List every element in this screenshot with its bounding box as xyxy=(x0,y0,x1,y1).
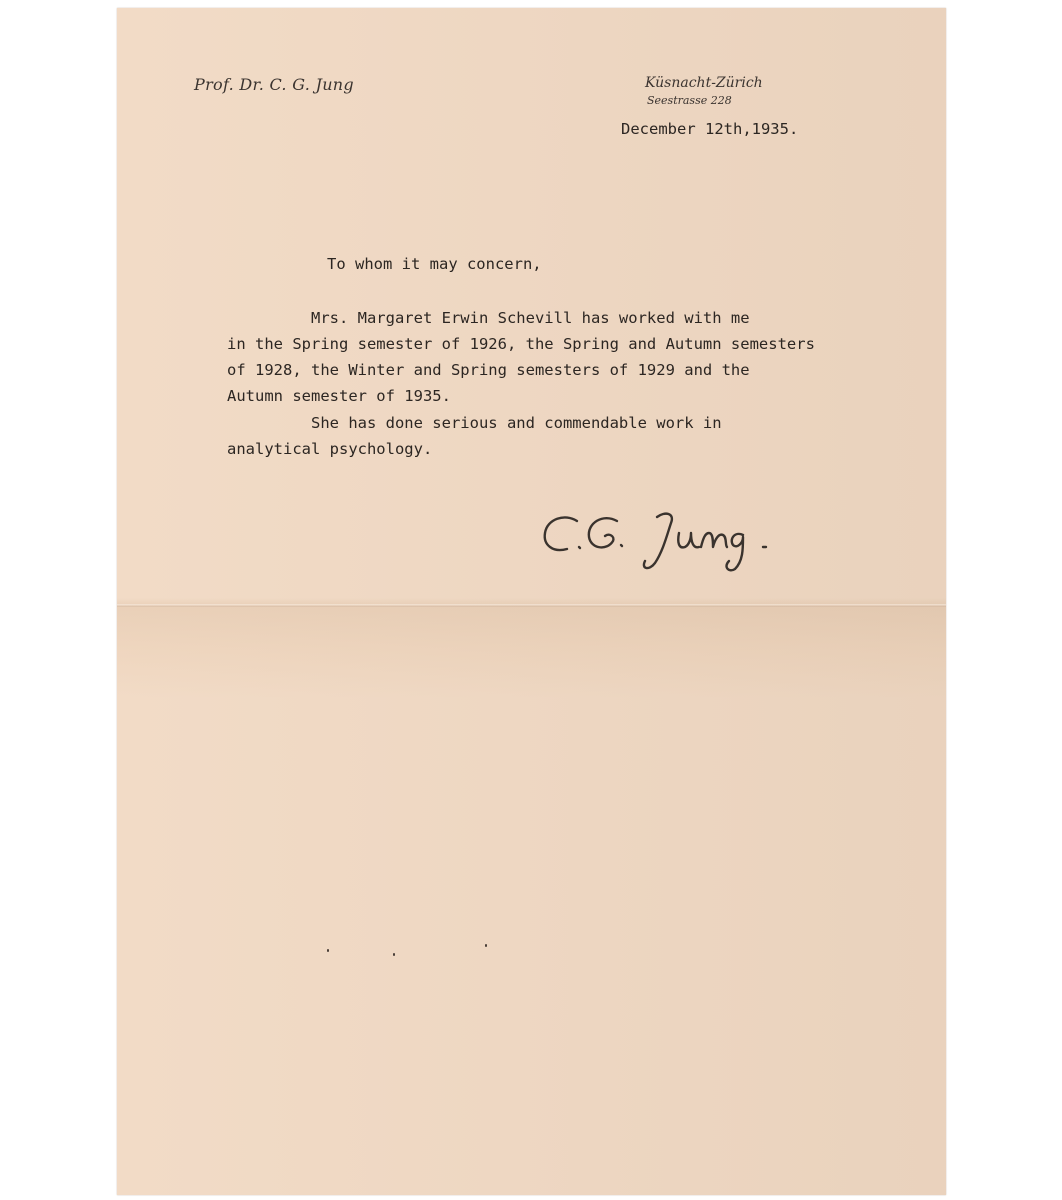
letterhead-city: Küsnacht-Zürich xyxy=(645,75,763,91)
letter-body-line: in the Spring semester of 1926, the Spring and Autumn semesters xyxy=(227,335,815,353)
paper-fold-line xyxy=(117,604,946,607)
letter-body-line: Autumn semester of 1935. xyxy=(227,387,451,405)
letter-paper xyxy=(117,8,946,1195)
letterhead-street: Seestrasse 228 xyxy=(647,94,732,107)
letter-body-line: She has done serious and commendable work in xyxy=(227,414,722,432)
letter-body-line: Mrs. Margaret Erwin Schevill has worked with me xyxy=(227,309,750,327)
letter-salutation: To whom it may concern, xyxy=(327,255,542,273)
handwritten-signature xyxy=(537,503,787,583)
letter-body-line: of 1928, the Winter and Spring semesters of 1929 and the xyxy=(227,361,750,379)
letter-date: December 12th,1935. xyxy=(621,120,799,138)
letter-body-line: analytical psychology. xyxy=(227,440,433,458)
letterhead-name: Prof. Dr. C. G. Jung xyxy=(194,75,354,94)
